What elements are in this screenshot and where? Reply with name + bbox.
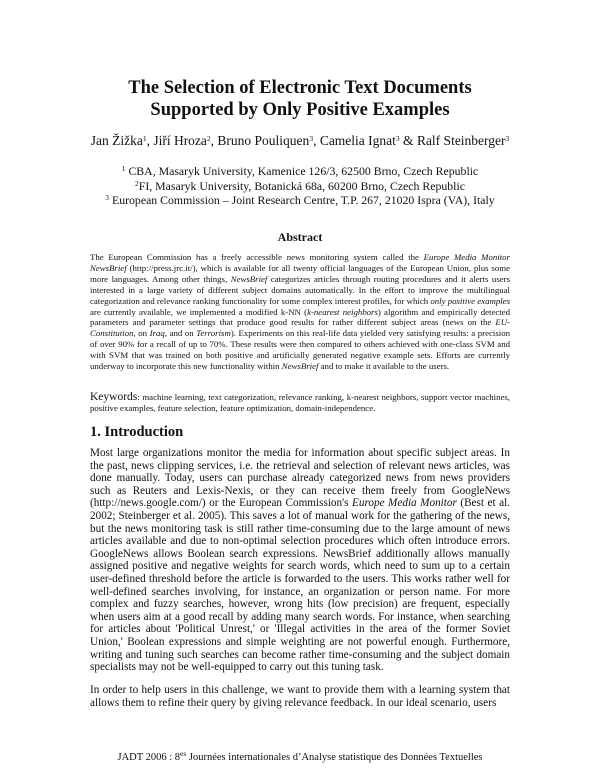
section-heading-introduction: 1. Introduction xyxy=(90,424,184,440)
affiliation: $^2$FI, Masaryk University, Botanická 68a, 60200 Brno, Czech Republic xyxy=(135,178,465,193)
author: Ralf Steinberger$^3$ xyxy=(416,133,510,148)
author: Jan Žižka$^1$, xyxy=(90,133,154,148)
author: Jiří Hroza$^2$, xyxy=(153,133,218,148)
abstract-text: The European Commission has a freely accessible news monitoring system called the Europe Media Monitor NewsBrief (http://press.jrc.it/), which is available for all twenty official languages of the European Union, plus some more languages. Among other things, NewsBrief categorizes articles through routing procedures and it alerts users interested in a large variety of different subject domains automatically. In the effort to improve the multilingual categorization and relevance ranking functionality for some complex interest profiles, for which only positive examples are currently available, we implemented a modified k-NN (k-nearest neighbors) algorithm and empirically detected parameters and parameter settings that produce good results for rather different subject areas (news on the EU-Constitution, on Iraq, and on Terrorism). Experiments on this real-life data yielded very satisfying results: a precision of over 90% for a recall of up to 70%. These results were then compared to others achieved with one-class SVM and with SVM that was trained on both positive and artificially generated negative example sets. Efforts are currently underway to incorporate this new functionality within NewsBrief and to make it available to the users. xyxy=(90,252,511,372)
author: Camelia Ignat$^3$ & xyxy=(319,133,417,148)
keywords-label: Keywords xyxy=(90,391,138,403)
paper-title xyxy=(60,77,540,121)
author: Bruno Pouliquen$^3$, xyxy=(217,133,320,148)
affiliation-list xyxy=(40,164,560,208)
intro-paragraph-1: Most large organizations monitor the media for information about specific subject areas. In the past, news clipping services, i.e. the retrieval and selection of relevant news articles, was done manually. Today, users can purchase already categorized news from news providers such as Reuters and Lexis-Nexis, or they can receive them freely from GoogleNews (http://news.google.com/) or the European Commission's Europe Media Monitor (Best et al. 2002; Steinberger et al. 2005). This saves a lot of manual work for the gathering of the news, but the news monitoring task is still rather time-consuming due to the large amount of news articles available and due to non-optimal selection procedures which often introduce errors. GoogleNews allows Boolean search expressions. NewsBrief additionally allows manually assigned positive and negative weights for search words, which need to sum up to a certain user-defined threshold before the article is forwarded to the users. This works rather well for well-defined searches involving, for instance, an organization or person name. For more complex and fuzzy searches, however, wrong hits (low precision) are frequent, especially when users aim at a good recall by adding many search words. For instance, when searching for articles about 'Political Unrest,' or 'Illegal activities in the area of the former Soviet Union,' Boolean expressions and simple weighting are not powerful enough. Furthermore, writing and tuning such searches can become rather time-consuming and the subject domain specialists may not be well-equipped to carry out this tuning task. xyxy=(90,447,510,674)
affiliation: $^3$ European Commission – Joint Research Centre, T.P. 267, 21020 Ispra (VA), Italy xyxy=(105,193,495,207)
title-line-2: Supported by Only Positive Examples xyxy=(150,100,450,120)
affiliation: $^1$ CBA, Masaryk University, Kamenice 126/3, 62500 Brno, Czech Republic xyxy=(121,164,479,178)
keywords xyxy=(90,392,510,414)
title-line-1: The Selection of Electronic Text Documents xyxy=(128,78,472,98)
abstract-heading: Abstract xyxy=(277,230,323,244)
keywords-text: : machine learning, text categorization, relevance ranking, k-nearest neighbors, support vector machines, positive examples, feature selection, feature optimization, domain-independence. xyxy=(90,392,510,413)
author-list xyxy=(40,133,560,149)
intro-paragraph-2: In order to help users in this challenge, we want to provide them with a learning system that allows them to refine their query by giving relevance feedback. In our ideal scenario, users xyxy=(90,684,510,709)
page-footer: JADT 2006 : $8^{es}$ Journées internationales d’Analyse statistique des Données Textuelles xyxy=(117,749,483,763)
